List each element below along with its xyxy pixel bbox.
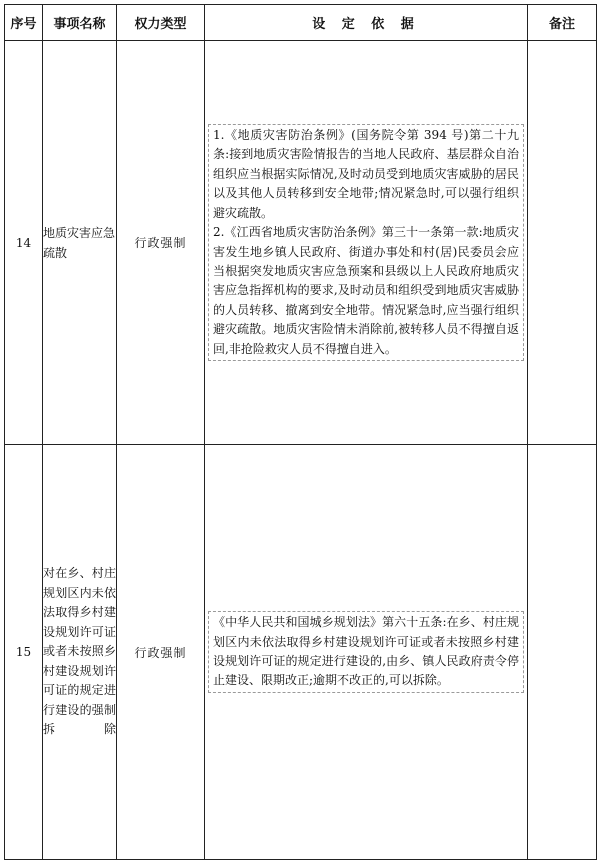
power-type: 行政强制: [117, 445, 205, 860]
row-number: 15: [5, 445, 43, 860]
table-row: [5, 41, 597, 445]
header-item-name: 事项名称: [43, 5, 117, 41]
header-basis: 设 定 依 据: [205, 5, 528, 41]
power-list-table: [4, 4, 597, 860]
power-type: 行政强制: [117, 41, 205, 445]
note-cell: [528, 41, 597, 445]
header-power-type: 权力类型: [117, 5, 205, 41]
basis-paragraph: 1.《地质灾害防治条例》(国务院令第 394 号)第二十九条:接到地质灾害险情报告的当地人民政府、基层群众自治组织应当根据实际情况,及时动员受到地质灾害威胁的居民以及其他人员转移到安全地带;情况紧急时,可以强行组织避灾疏散。: [213, 128, 519, 220]
basis-cell: [205, 41, 528, 445]
basis-cell: [205, 445, 528, 860]
table-header-row: [5, 5, 597, 41]
basis-paragraph: 2.《江西省地质灾害防治条例》第三十一条第一款:地质灾害发生地乡镇人民政府、街道办事处和村(居)民委员会应当根据突发地质灾害应急预案和县级以上人民政府地质灾害应急指挥机构的要求,及时动员和组织受到地质灾害威胁的人员转移、撤离到安全地带。情况紧急时,应当强行组织避灾疏散。地质灾害险情未消除前,被转移人员不得擅自返回,非抢险救灾人员不得擅自进入。: [213, 225, 519, 356]
basis-text-frame: [208, 124, 524, 361]
note-cell: [528, 445, 597, 860]
header-note: 备注: [528, 5, 597, 41]
basis-text-frame: [208, 611, 524, 693]
header-number: 序号: [5, 5, 43, 41]
item-name: 对在乡、村庄规划区内未依法取得乡村建设规划许可证或者未按照乡村建设规划许可证的规定进行建设的强制拆除: [43, 445, 117, 860]
table-row: [5, 445, 597, 860]
item-name: 地质灾害应急疏散: [43, 41, 117, 445]
row-number: 14: [5, 41, 43, 445]
basis-paragraph: 《中华人民共和国城乡规划法》第六十五条:在乡、村庄规划区内未依法取得乡村建设规划许可证或者未按照乡村建设规划许可证的规定进行建设的,由乡、镇人民政府责令停止建设、限期改正;逾期不改正的,可以拆除。: [213, 615, 519, 688]
